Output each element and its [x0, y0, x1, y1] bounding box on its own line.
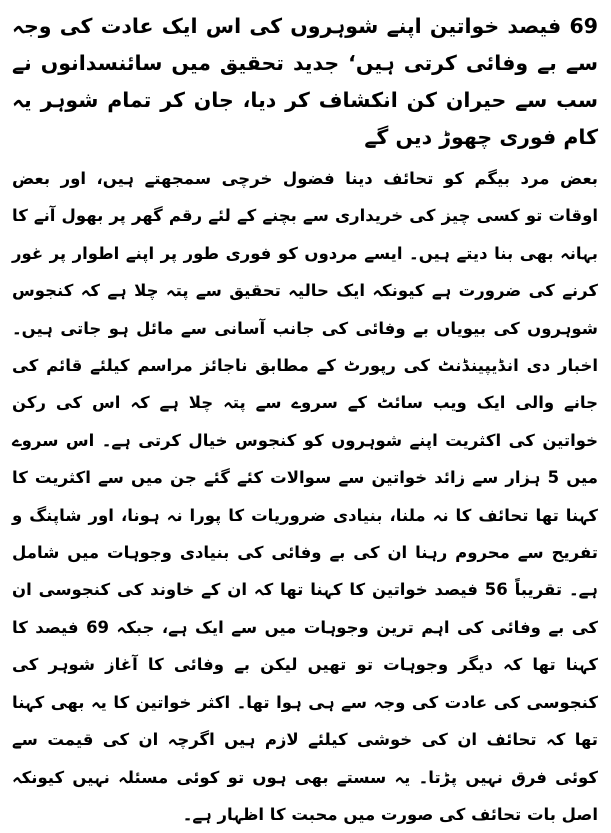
article-body: بعض مرد بیگم کو تحائف دینا فضول خرچی سمجھتے ہیں، اور بعض اوقات تو کسی چیز کی خریداری سے بچنے کے لئے رقم گھر پر بھول آنے کا بہانہ بھی بنا دیتے ہیں۔ ایسے مردوں کو فوری طور پر اپنے اطوار پر غور کرنے کی ضرورت ہے کیونکہ ایک حالیہ تحقیق سے پتہ چلا ہے کہ کنجوس شوہروں کی بیویاں بے وفائی کی جانب آسانی سے مائل ہو جاتی ہیں۔ اخبار دی انڈیپینڈنٹ کی رپورٹ کے مطابق ناجائز مراسم کیلئے قائم کی جانے والی ایک ویب سائٹ کے سروے سے پتہ چلا ہے کہ اس کی رکن خواتین کی اکثریت اپنے شوہروں کو کنجوس خیال کرتی ہے۔ اس سروے میں 5 ہزار سے زائد خواتین سے سوالات کئے گئے جن میں سے اکثریت کا کہنا تھا تحائف کا نہ ملنا، بنیادی ضروریات کا پورا نہ ہونا، اور شاپنگ و تفریح سے محروم رہنا ان کی بے وفائی کی بنیادی وجوہات میں شامل ہے۔ تقریباً 56 فیصد خواتین کا کہنا تھا کہ ان کے خاوند کی کنجوسی ان کی بے وفائی کی اہم ترین وجوہات میں سے ایک ہے، جبکہ 69 فیصد کا کہنا تھا کہ دیگر وجوہات تو تھیں لیکن بے وفائی کا آغاز شوہر کی کنجوسی کی عادت کی وجہ سے ہی ہوا تھا۔ اکثر خواتین کا یہ بھی کہنا تھا کہ تحائف ان کی خوشی کیلئے لازم ہیں اگرچہ ان کی قیمت سے کوئی فرق نہیں پڑتا۔ یہ سستے بھی ہوں تو کوئی مسئلہ نہیں کیونکہ اصل بات تحائف کی صورت میں محبت کا اظہار ہے۔ [12, 169, 599, 824]
article [12, 8, 599, 824]
headline: 69 فیصد خواتین اپنے شوہروں کی اس ایک عادت کی وجہ سے بے وفائی کرتی ہیں‘ جدید تحقیق میں سائنسدانوں نے سب سے حیران کن انکشاف کر دیا، جان کر تمام شوہر یہ کام فوری چھوڑ دیں گے [12, 14, 598, 149]
